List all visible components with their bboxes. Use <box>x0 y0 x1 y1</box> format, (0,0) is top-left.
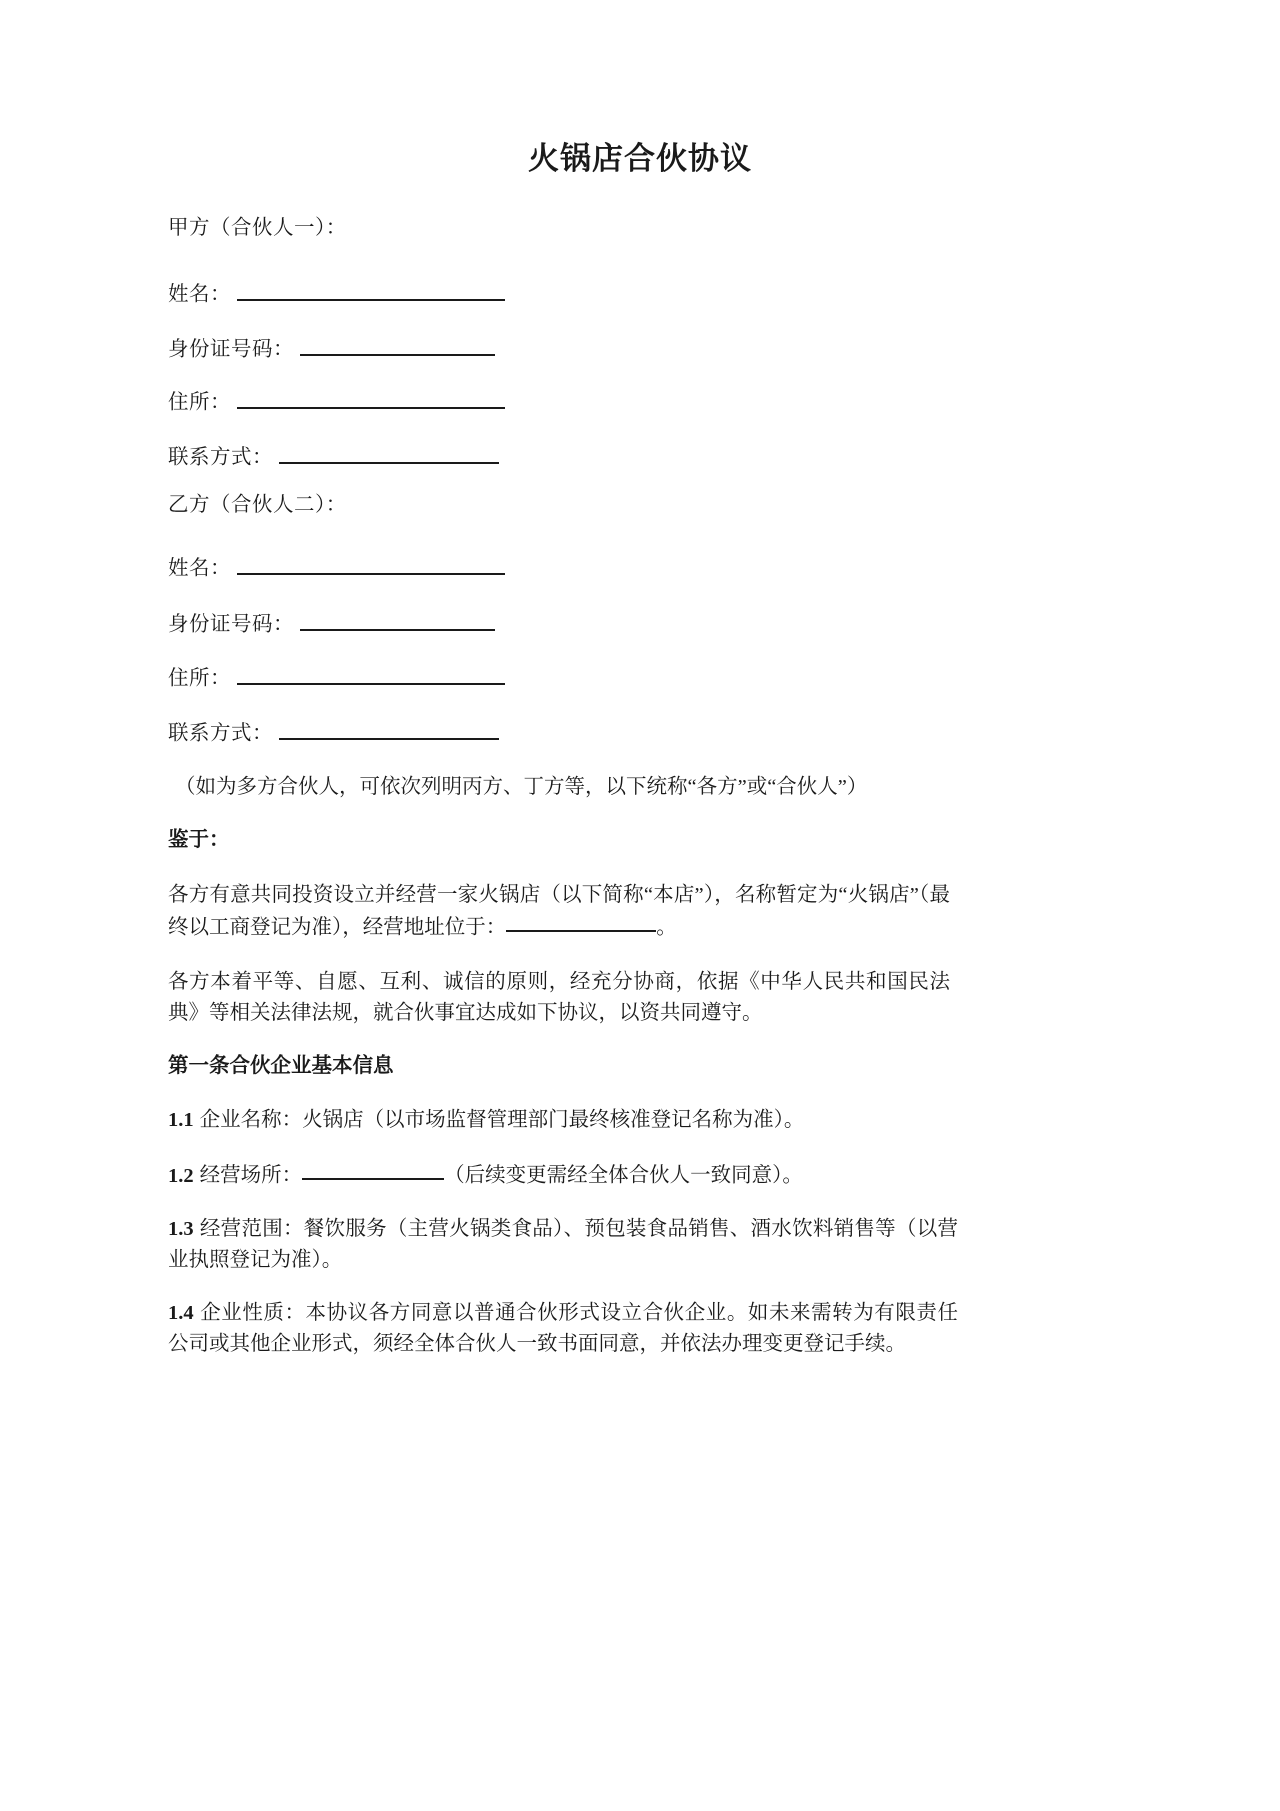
party-b-heading <box>168 495 347 516</box>
party-b-contact-input[interactable] <box>279 717 499 740</box>
clause-1-2-text-after: （后续变更需经全体合伙人一致同意）。 <box>444 1164 803 1187</box>
recital-paragraph-1 <box>168 880 950 944</box>
clause-1-4-text: 企业性质：本协议各方同意以普通合伙形式设立合伙企业。如未来需转为有限责任公司或其他企业形式，须经全体合伙人一致书面同意，并依法办理变更登记手续。 <box>168 1302 958 1355</box>
clause-1-2-text-before: 经营场所： <box>199 1164 303 1187</box>
clause-1-1 <box>168 1105 958 1136</box>
party-b-address-row <box>168 662 507 689</box>
clause-1-1-text: 企业名称：火锅店（以市场监督管理部门最终核准登记名称为准）。 <box>199 1109 805 1131</box>
party-a-id-row <box>168 333 497 360</box>
clause-1-4 <box>168 1298 958 1360</box>
recital-paragraph-1-text-before: 各方有意共同投资设立并经营一家火锅店（以下简称“本店”），名称暂定为“火锅店”（最终以工商登记为准），经营地址位于： <box>168 884 950 939</box>
clause-1-3-text: 经营范围：餐饮服务（主营火锅类食品）、预包装食品销售、酒水饮料销售等（以营业执照登记为准）。 <box>168 1218 958 1271</box>
party-b-contact-row <box>168 717 501 744</box>
party-a-id-label: 身份证号码： <box>168 338 294 361</box>
party-b-id-row <box>168 608 497 635</box>
business-premises-input[interactable] <box>302 1157 444 1180</box>
clause-1-3-number: 1.3 <box>168 1218 194 1240</box>
party-a-contact-label: 联系方式： <box>168 446 273 469</box>
article-1-heading: 第一条合伙企业基本信息 <box>168 1055 394 1077</box>
party-b-name-label: 姓名： <box>168 557 231 580</box>
clause-1-2-number: 1.2 <box>168 1164 194 1187</box>
party-a-address-row <box>168 386 507 413</box>
multiparty-note: （如为多方合伙人，可依次列明丙方、丁方等，以下统称“各方”或“合伙人”） <box>175 776 868 798</box>
business-address-input[interactable] <box>506 909 656 932</box>
party-a-address-input[interactable] <box>237 386 505 409</box>
recital-paragraph-2: 各方本着平等、自愿、互利、诚信的原则，经充分协商，依据《中华人民共和国民法典》等相关法律法规，就合伙事宜达成如下协议，以资共同遵守。 <box>168 971 950 1024</box>
party-a-address-label: 住所： <box>168 391 231 414</box>
party-b-id-input[interactable] <box>300 608 495 631</box>
clause-1-3 <box>168 1214 958 1276</box>
party-a-heading <box>168 218 347 239</box>
party-a-name-label: 姓名： <box>168 283 231 306</box>
recital-heading: 鉴于： <box>168 829 230 851</box>
party-b-name-input[interactable] <box>237 552 505 575</box>
page-title: 火锅店合伙协议 <box>528 141 752 176</box>
party-b-contact-label: 联系方式： <box>168 722 273 745</box>
party-b-address-input[interactable] <box>237 662 505 685</box>
clause-1-2 <box>168 1159 958 1192</box>
party-b-name-row <box>168 552 507 579</box>
party-a-contact-input[interactable] <box>279 441 499 464</box>
party-b-address-label: 住所： <box>168 667 231 690</box>
party-a-id-input[interactable] <box>300 333 495 356</box>
party-a-heading-label: 甲方（合伙人一）： <box>168 217 347 239</box>
party-b-id-label: 身份证号码： <box>168 613 294 636</box>
clause-1-4-number: 1.4 <box>168 1302 194 1324</box>
party-a-contact-row <box>168 441 501 468</box>
party-a-name-row <box>168 278 507 305</box>
clause-1-1-number: 1.1 <box>168 1109 194 1131</box>
recital-paragraph-1-text-after: 。 <box>656 916 677 939</box>
party-b-heading-label: 乙方（合伙人二）： <box>168 494 347 516</box>
party-a-name-input[interactable] <box>237 278 505 301</box>
